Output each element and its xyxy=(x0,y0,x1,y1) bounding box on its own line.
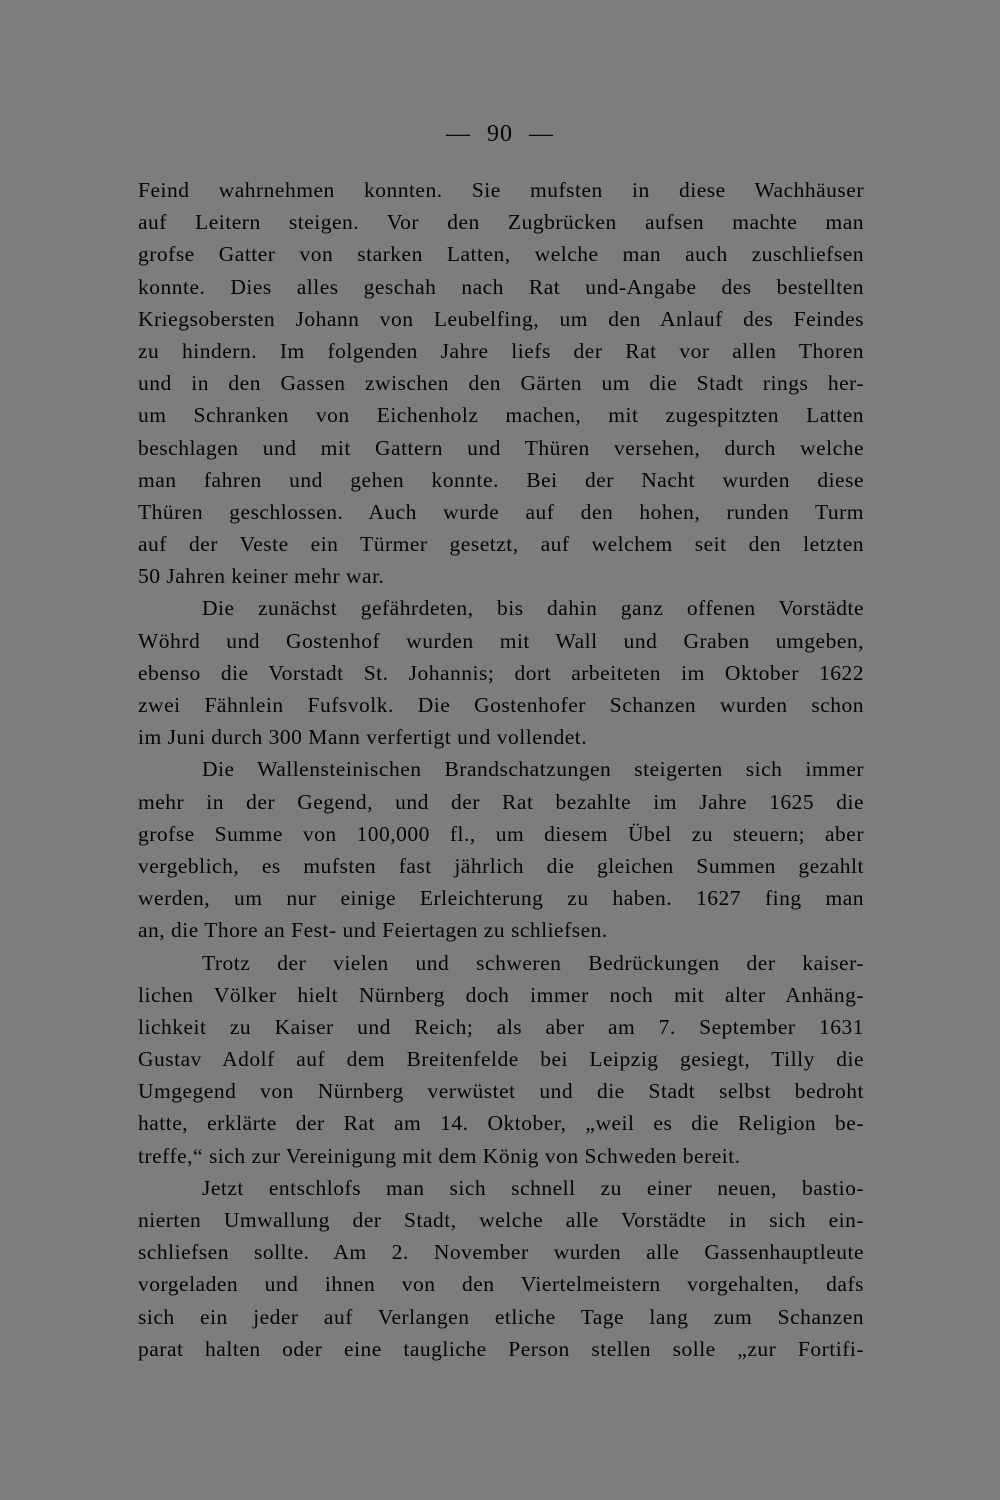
paragraph-5 xyxy=(138,1172,864,1365)
text-line: Gustav Adolf auf dem Breitenfelde bei Leipzig gesiegt, Tilly die xyxy=(138,1047,864,1072)
text-line: konnte. Dies alles geschah nach Rat und-Angabe des bestellten xyxy=(138,274,864,299)
text-line: schliefsen sollte. Am 2. November wurden alle Gassenhauptleute xyxy=(138,1240,864,1265)
text-line: Trotz der vielen und schweren Bedrückungen der kaiser- xyxy=(202,950,864,975)
paragraph-3 xyxy=(138,753,864,946)
page-number-dash-left: — xyxy=(446,121,471,147)
text-line: sich ein jeder auf Verlangen etliche Tage lang zum Schanzen xyxy=(138,1304,864,1329)
paragraph-2 xyxy=(138,592,864,753)
paragraph-4 xyxy=(138,947,864,1172)
text-line: Feind wahrnehmen konnten. Sie mufsten in diese Wachhäuser xyxy=(138,178,864,202)
text-line: Jetzt entschlofs man sich schnell zu einer neuen, bastio- xyxy=(202,1175,864,1200)
text-line: Kriegsobersten Johann von Leubelfing, um den Anlauf des Feindes xyxy=(138,306,864,331)
text-line: vergeblich, es mufsten fast jährlich die gleichen Summen gezahlt xyxy=(138,853,864,878)
page-number-value: 90 xyxy=(487,121,513,147)
text-line: Umgegend von Nürnberg verwüstet und die Stadt selbst bedroht xyxy=(138,1079,864,1104)
text-line: Wöhrd und Gostenhof wurden mit Wall und Graben umgeben, xyxy=(138,628,864,653)
text-line: nierten Umwallung der Stadt, welche alle Vorstädte in sich ein- xyxy=(138,1208,864,1232)
text-line: Die Wallensteinischen Brandschatzungen steigerten sich immer xyxy=(202,757,864,782)
text-line: an, die Thore an Fest- und Feiertagen zu schliefsen. xyxy=(138,918,608,943)
text-line: vorgeladen und ihnen von den Viertelmeistern vorgehalten, dafs xyxy=(138,1272,864,1297)
text-line: 50 Jahren keiner mehr war. xyxy=(138,564,385,589)
text-line: beschlagen und mit Gattern und Thüren versehen, durch welche xyxy=(138,435,864,460)
text-line: ebenso die Vorstadt St. Johannis; dort arbeiteten im Oktober 1622 xyxy=(138,660,864,685)
text-line: parat halten oder eine taugliche Person stellen solle „zur Fortifi- xyxy=(138,1336,864,1361)
text-line: lichkeit zu Kaiser und Reich; als aber am 7. September 1631 xyxy=(138,1014,864,1039)
text-line: auf Leitern steigen. Vor den Zugbrücken aufsen machte man xyxy=(138,210,864,235)
text-line: zu hindern. Im folgenden Jahre liefs der Rat vor allen Thoren xyxy=(138,338,864,363)
text-line: grofse Gatter von starken Latten, welche man auch zuschliefsen xyxy=(138,242,864,267)
page-number xyxy=(0,116,1000,152)
text-line: man fahren und gehen konnte. Bei der Nacht wurden diese xyxy=(138,467,864,492)
text-line: werden, um nur einige Erleichterung zu haben. 1627 fing man xyxy=(138,886,864,911)
text-line: und in den Gassen zwischen den Gärten um die Stadt rings her- xyxy=(138,371,864,396)
page-number-dash-right: — xyxy=(529,121,554,147)
text-line: lichen Völker hielt Nürnberg doch immer noch mit alter Anhäng- xyxy=(138,982,864,1007)
text-line: Die zunächst gefährdeten, bis dahin ganz offenen Vorstädte xyxy=(202,596,864,621)
text-line: zwei Fähnlein Fufsvolk. Die Gostenhofer Schanzen wurden schon xyxy=(138,693,864,717)
text-line: um Schranken von Eichenholz machen, mit zugespitzten Latten xyxy=(138,403,864,428)
paragraph-1 xyxy=(138,174,864,592)
text-line: mehr in der Gegend, und der Rat bezahlte im Jahre 1625 die xyxy=(138,789,864,814)
text-line: im Juni durch 300 Mann verfertigt und vollendet. xyxy=(138,725,588,750)
text-line: treffe,“ sich zur Vereinigung mit dem König von Schweden bereit. xyxy=(138,1143,741,1168)
body-text xyxy=(138,174,864,1365)
text-line: grofse Summe von 100,000 fl., um diesem Übel zu steuern; aber xyxy=(138,821,864,846)
text-line: auf der Veste ein Türmer gesetzt, auf welchem seit den letzten xyxy=(138,532,864,557)
text-line: Thüren geschlossen. Auch wurde auf den hohen, runden Turm xyxy=(138,499,864,524)
text-line: hatte, erklärte der Rat am 14. Oktober, „weil es die Religion be- xyxy=(138,1111,864,1136)
